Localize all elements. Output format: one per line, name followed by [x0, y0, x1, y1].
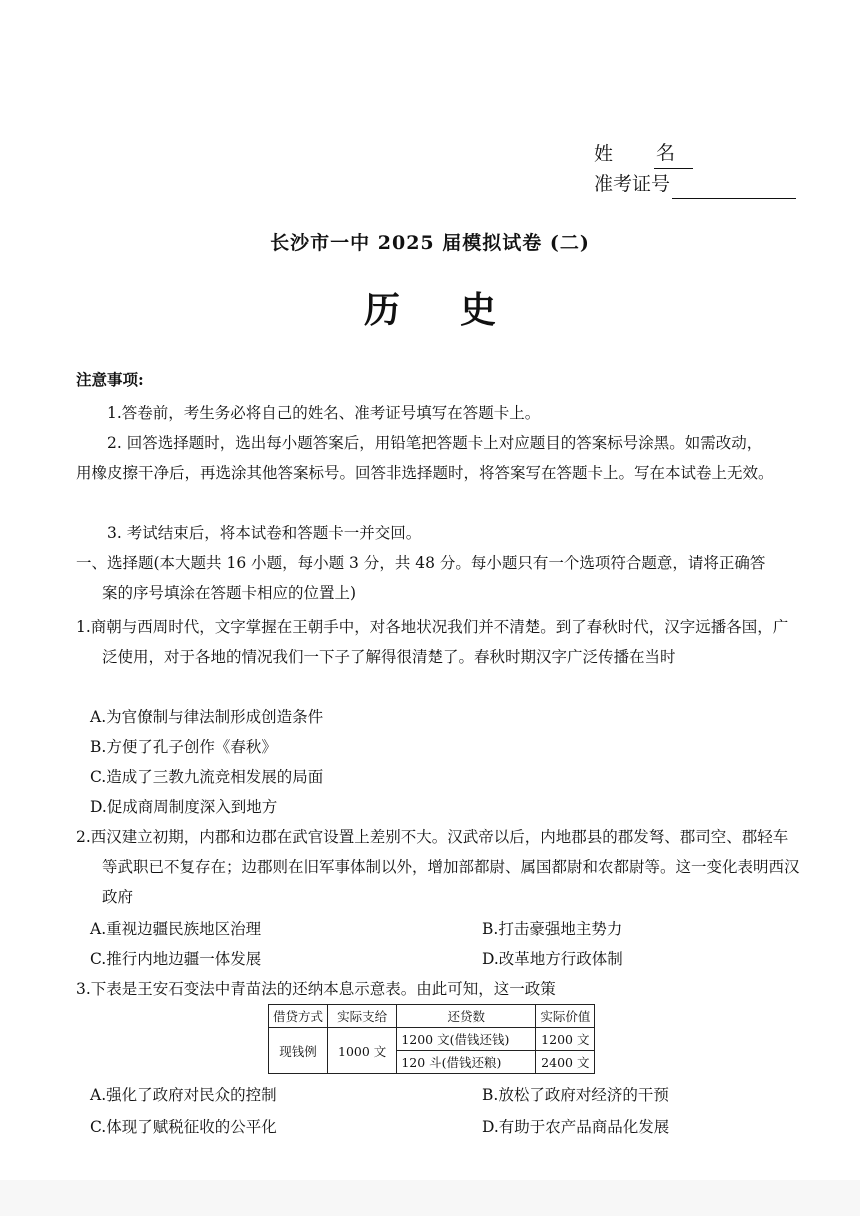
question-1-option-c: C.造成了三教九流竞相发展的局面	[90, 768, 324, 786]
question-1-option-a: A.为官僚制与律法制形成创造条件	[90, 708, 324, 726]
question-3-option-d: D.有助于农产品商品化发展	[482, 1118, 670, 1136]
notice-item-1: 1.答卷前，考生务必将自己的姓名、准考证号填写在答题卡上。	[107, 404, 541, 422]
table-header-cell: 实际价值	[536, 1005, 595, 1028]
candidate-info	[594, 138, 796, 199]
table-row	[269, 1028, 595, 1051]
exam-id-row	[594, 169, 796, 199]
question-3-option-b: B.放松了政府对经济的干预	[482, 1086, 669, 1104]
table-header-cell: 还贷数	[397, 1005, 536, 1028]
notice-heading: 注意事项:	[76, 370, 144, 389]
question-1-option-d: D.促成商周制度深入到地方	[90, 798, 278, 816]
question-3-stem: 3.下表是王安石变法中青苗法的还纳本息示意表。由此可知，这一政策	[76, 980, 556, 998]
question-1-option-b: B.方便了孔子创作《春秋》	[90, 738, 277, 756]
table-header-cell: 借贷方式	[269, 1005, 328, 1028]
question-2-option-b: B.打击豪强地主势力	[482, 920, 623, 938]
name-value: 名	[654, 138, 693, 169]
notice-item-2: 2. 回答选择题时，选出每小题答案后，用铅笔把答题卡上对应题目的答案标号涂黑。如需改动，用橡皮擦干净后，再选涂其他答案标号。回答非选择题时，将答案写在答题卡上。写在本试卷上无效。	[76, 434, 774, 482]
question-3-option-a: A.强化了政府对民众的控制	[90, 1086, 277, 1104]
subject-title: 历史	[363, 289, 556, 331]
notice-item-3: 3. 考试结束后，将本试卷和答题卡一并交回。	[107, 524, 422, 542]
table-header-cell: 实际支给	[328, 1005, 397, 1028]
table-cell-value: 2400 文	[536, 1051, 595, 1074]
name-label: 姓	[594, 143, 626, 165]
question-2-option-c: C.推行内地边疆一体发展	[90, 950, 262, 968]
question-3-option-c: C.体现了赋税征收的公平化	[90, 1118, 277, 1136]
page-footer-band	[0, 1180, 860, 1216]
question-1-stem: 1.商朝与西周时代，文字掌握在王朝手中，对各地状况我们并不清楚。到了春秋时代，汉字远播各国，广泛使用，对于各地的情况我们一下子了解得很清楚了。春秋时期汉字广泛传播在当时	[76, 618, 789, 666]
exam-id-blank	[672, 174, 796, 199]
section-one-heading: 一、选择题(本大题共 16 小题，每小题 3 分，共 48 分。每小题只有一个选项符合题意，请将正确答案的序号填涂在答题卡相应的位置上)	[76, 554, 766, 602]
table-cell-repay: 1200 文(借钱还钱)	[397, 1028, 536, 1051]
name-row	[594, 138, 796, 169]
table-cell-value: 1200 文	[536, 1028, 595, 1051]
exam-id-label: 准考证号	[594, 173, 671, 195]
question-2-option-a: A.重视边疆民族地区治理	[90, 920, 262, 938]
table-cell-repay: 120 斗(借钱还粮)	[397, 1051, 536, 1074]
question-2-stem: 2.西汉建立初期，内郡和边郡在武官设置上差别不大。汉武帝以后，内地郡县的郡发弩、郡司空、郡轻车等武职已不复存在；边郡则在旧军事体制以外，增加部都尉、属国都尉和农都尉等。这一变化表明西汉政府	[76, 828, 800, 906]
table-header-row	[269, 1005, 595, 1028]
exam-title: 长沙市一中 2025 届模拟试卷 (二)	[270, 232, 590, 254]
table-cell-given: 1000 文	[328, 1028, 397, 1074]
question-2-option-d: D.改革地方行政体制	[482, 950, 623, 968]
loan-table	[268, 1004, 595, 1074]
table-cell-method: 现钱例	[269, 1028, 328, 1074]
